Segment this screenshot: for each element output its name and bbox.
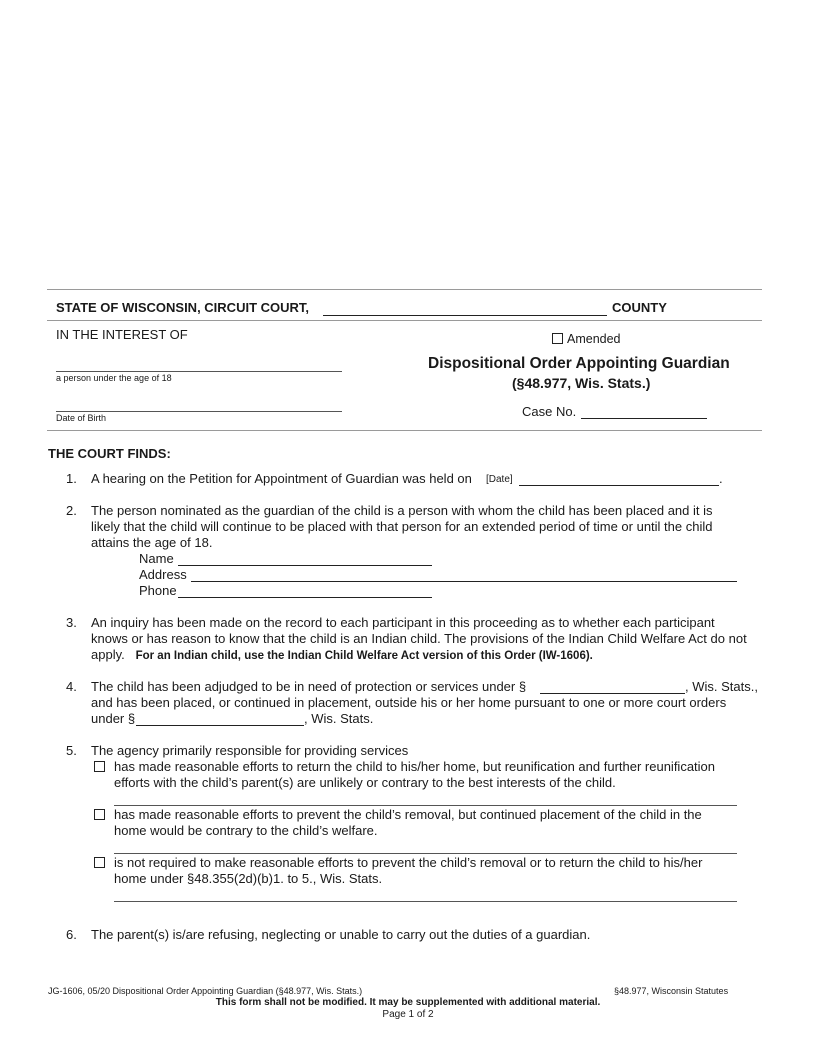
item-1-end: .: [719, 471, 723, 486]
item-5-number: 5.: [66, 743, 77, 758]
header-bottom-rule: [47, 430, 762, 431]
option-a-field[interactable]: [114, 805, 737, 806]
item-4-part2: , Wis. Stats.,: [685, 679, 758, 694]
child-name-field[interactable]: [56, 371, 342, 372]
guardian-phone-label: Phone: [139, 583, 177, 598]
option-b-field[interactable]: [114, 853, 737, 854]
amended-checkbox[interactable]: [552, 333, 563, 344]
guardian-phone-field[interactable]: [178, 597, 432, 598]
option-c-field[interactable]: [114, 901, 737, 902]
guardian-name-field[interactable]: [178, 565, 432, 566]
case-no-field[interactable]: [581, 418, 707, 419]
top-rule: [47, 289, 762, 290]
option-a-text: has made reasonable efforts to return the child to his/her home, but reunification and further reunification efforts with the child’s parent(s) are unlikely or contrary to the best interests of the child.: [114, 759, 716, 790]
footer-page: Page 1 of 2: [382, 1009, 434, 1020]
guardian-address-field[interactable]: [191, 581, 737, 582]
hearing-date-field[interactable]: [519, 485, 719, 486]
item-3-number: 3.: [66, 615, 77, 630]
footer-statute: §48.977, Wisconsin Statutes: [614, 986, 729, 996]
placement-statute-field[interactable]: [136, 725, 304, 726]
item-2-text: The person nominated as the guardian of the child is a person with whom the child has been placed and it is likely that the child will continue to be placed with that person for an extended period of time or until the child attains the age of 18.: [91, 503, 713, 550]
form-title: Dispositional Order Appointing Guardian: [428, 355, 730, 372]
item-4-number: 4.: [66, 679, 77, 694]
option-a-checkbox[interactable]: [94, 761, 105, 772]
item-6-text: The parent(s) is/are refusing, neglecting or unable to carry out the duties of a guardian.: [91, 927, 591, 942]
chips-statute-field[interactable]: [540, 693, 685, 694]
item-4-part4: under §: [91, 711, 136, 726]
dob-field[interactable]: [56, 411, 342, 412]
option-b-text: has made reasonable efforts to prevent the child’s removal, but continued placement of the child in the home would be contrary to the child’s welfare.: [114, 807, 702, 838]
footer-notice: This form shall not be modified. It may be supplemented with additional material.: [215, 997, 601, 1008]
item-4-part1: The child has been adjudged to be in need of protection or services under §: [91, 679, 527, 694]
option-c-text: is not required to make reasonable efforts to prevent the child’s removal or to return the child to his/her home under §48.355(2d)(b)1. to 5., Wis. Stats.: [114, 855, 703, 886]
guardian-address-label: Address: [139, 567, 187, 582]
item-6-number: 6.: [66, 927, 77, 942]
person-caption: a person under the age of 18: [56, 373, 172, 383]
option-b-checkbox[interactable]: [94, 809, 105, 820]
item-1-date-label: [Date]: [486, 474, 513, 485]
item-4-part3: and has been placed, or continued in placement, outside his or her home pursuant to one or more court orders: [91, 695, 727, 710]
item-4-part5: , Wis. Stats.: [304, 711, 374, 726]
guardian-name-label: Name: [139, 551, 174, 566]
item-3-body: An inquiry has been made on the record to each participant in this proceeding as to whether each participant knows or has reason to know that the child is an Indian child. The provisions of the Indian Child Welfare Act do not apply.: [91, 615, 747, 662]
county-field[interactable]: [323, 315, 607, 316]
county-label: COUNTY: [612, 300, 667, 315]
form-subtitle: (§48.977, Wis. Stats.): [512, 375, 651, 391]
findings-heading: THE COURT FINDS:: [48, 446, 171, 461]
header-rule: [47, 320, 762, 321]
item-1-text: A hearing on the Petition for Appointment of Guardian was held on: [91, 471, 472, 486]
interest-label: IN THE INTEREST OF: [56, 327, 188, 342]
item-5-text: The agency primarily responsible for providing services: [91, 743, 409, 758]
item-3-text: [91, 615, 749, 664]
footer-form-id: JG-1606, 05/20 Dispositional Order Appointing Guardian (§48.977, Wis. Stats.): [48, 986, 363, 996]
dob-caption: Date of Birth: [56, 413, 107, 423]
item-1-number: 1.: [66, 471, 77, 486]
amended-label: Amended: [567, 332, 621, 346]
case-no-label: Case No.: [522, 404, 577, 419]
item-2-number: 2.: [66, 503, 77, 518]
item-3-note: For an Indian child, use the Indian Child Welfare Act version of this Order (IW-1606).: [135, 650, 593, 662]
option-c-checkbox[interactable]: [94, 857, 105, 868]
state-court-label: STATE OF WISCONSIN, CIRCUIT COURT,: [56, 300, 310, 315]
